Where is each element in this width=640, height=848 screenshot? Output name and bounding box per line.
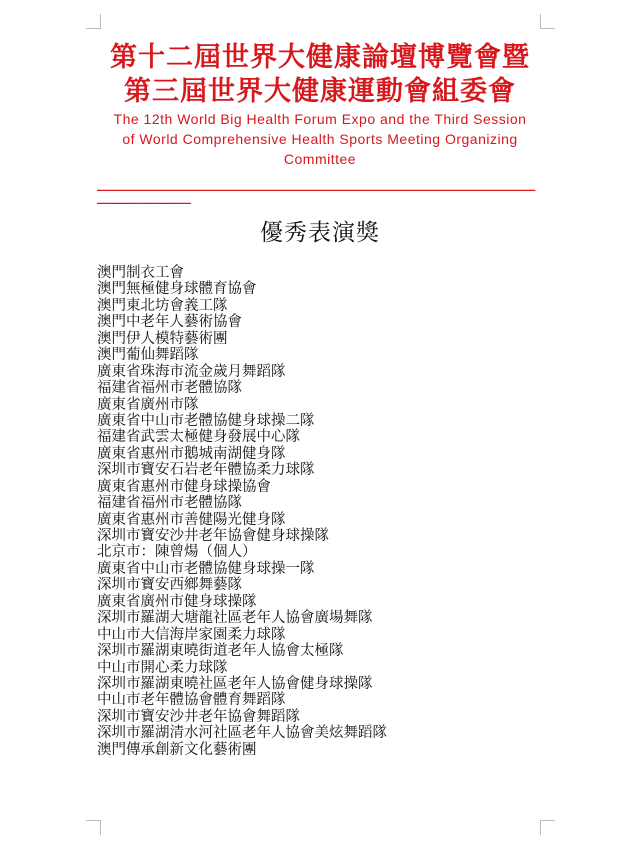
winner-list-item: 福建省福州市老體協隊 bbox=[97, 495, 242, 512]
winner-list-item: 北京市：陳曾煬（個人） bbox=[97, 544, 257, 561]
winner-list-item: 深圳市羅湖清水河社區老年人協會美炫舞蹈隊 bbox=[97, 725, 387, 742]
winner-list-item: 廣東省惠州市善健陽光健身隊 bbox=[97, 511, 286, 528]
winner-list-item: 福建省武雲太極健身發展中心隊 bbox=[97, 429, 300, 446]
winners-list bbox=[97, 265, 557, 758]
crop-mark-bottom-left bbox=[86, 820, 101, 835]
winner-list-item: 深圳市羅湖東曉街道老年人協會太極隊 bbox=[97, 643, 344, 660]
winner-list-item: 中山市老年體協會體育舞蹈隊 bbox=[97, 692, 286, 709]
winner-list-item: 深圳市寶安沙井老年協會健身球操隊 bbox=[97, 528, 329, 544]
winner-list-item: 廣東省中山市老體協健身球操二隊 bbox=[97, 412, 315, 429]
header-divider-rule: ____________________________________________________________________ bbox=[97, 178, 536, 204]
crop-mark-bottom-right bbox=[540, 820, 555, 835]
winner-list-item: 中山市開心柔力球隊 bbox=[97, 659, 228, 676]
winner-list-item: 澳門東北坊會義工隊 bbox=[97, 297, 228, 314]
crop-mark-top-left bbox=[86, 14, 101, 29]
header-title-cn-line1: 第十二屆世界大健康論壇博覽會暨 bbox=[110, 42, 530, 73]
winner-list-item: 深圳市寶安西鄉舞藝隊 bbox=[97, 577, 242, 594]
winner-list-item: 澳門伊人模特藝術團 bbox=[97, 330, 228, 347]
header-title-cn-line2: 第三屆世界大健康運動會組委會 bbox=[124, 76, 516, 107]
winner-list-item: 廣東省惠州市健身球操協會 bbox=[97, 478, 271, 495]
winner-list-item: 廣東省中山市老體協健身球操一隊 bbox=[97, 560, 315, 577]
winner-list-item: 深圳市寶安石岩老年體協柔力球隊 bbox=[97, 462, 315, 479]
winner-list-item: 澳門傳承創新文化藝術團 bbox=[97, 741, 257, 758]
winner-list-item: 深圳市羅湖東曉社區老年人協會健身球操隊 bbox=[97, 675, 373, 692]
winner-list-item: 福建省福州市老體協隊 bbox=[97, 380, 242, 397]
winner-list-item: 廣東省惠州市鵝城南湖健身隊 bbox=[97, 445, 286, 462]
winner-list-item: 澳門葡仙舞蹈隊 bbox=[97, 347, 199, 364]
winner-list-item: 中山市大信海岸家園柔力球隊 bbox=[97, 626, 286, 643]
winner-list-item: 深圳市羅湖大塘龍社區老年人協會廣場舞隊 bbox=[97, 610, 373, 627]
header-title-en-line3: Committee bbox=[283, 151, 357, 167]
winner-list-item: 深圳市寶安沙井老年協會舞蹈隊 bbox=[97, 708, 300, 725]
header-title-en-line1: The 12th World Big Health Forum Expo and the Third Session bbox=[113, 111, 527, 127]
winner-list-item: 廣東省廣州市隊 bbox=[97, 396, 199, 413]
winner-list-item: 澳門無極健身球體育協會 bbox=[97, 281, 257, 298]
award-title: 優秀表演獎 bbox=[260, 220, 380, 246]
header-title-en-line2: of World Comprehensive Health Sports Meeting Organizing bbox=[122, 131, 518, 147]
crop-mark-top-right bbox=[540, 14, 555, 29]
winner-list-item: 廣東省珠海市流金歲月舞蹈隊 bbox=[97, 363, 286, 380]
winner-list-item: 澳門制衣工會 bbox=[97, 265, 184, 281]
winner-list-item: 澳門中老年人藝術協會 bbox=[97, 314, 242, 331]
winner-list-item: 廣東省廣州市健身球操隊 bbox=[97, 593, 257, 610]
